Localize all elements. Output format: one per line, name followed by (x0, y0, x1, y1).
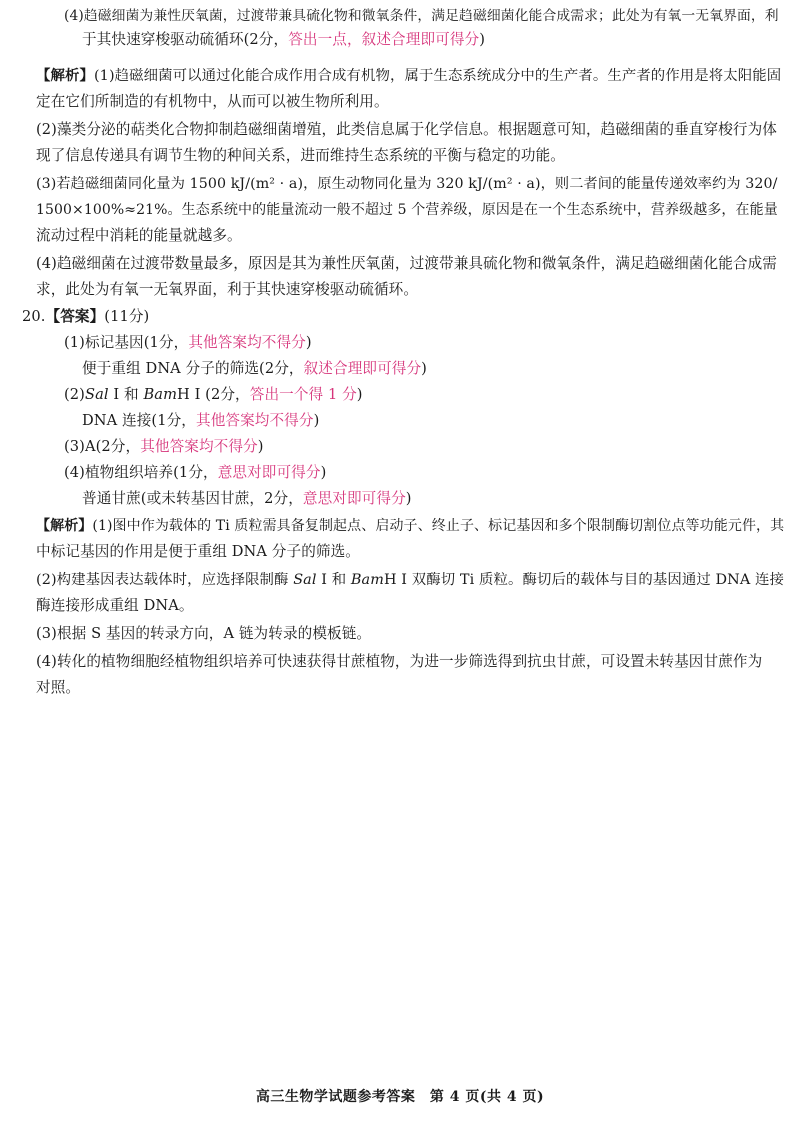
text: (4)植物组织培养(1分， (64, 464, 218, 481)
answer-tag: 【答案】 (45, 308, 105, 325)
text: ) (479, 31, 486, 48)
text: (2)构建基因表达载体时，应选择限制酶 (36, 572, 294, 588)
text: 对照。 (36, 679, 81, 696)
text: (3)若趋磁细菌同化量为 1500 kJ/(m² · a)，原生动物同化量为 320 kJ/(m² · a)，则二者间的能量传递效率约为 320/ (36, 176, 778, 192)
text: 中标记基因的作用是便于重组 DNA 分子的筛选。 (36, 543, 360, 560)
enzyme-name: Bam (350, 572, 384, 588)
scoring-note: 答出一点，叙述合理即可得分 (288, 31, 480, 48)
enzyme-name: Bam (143, 386, 178, 403)
text: 便于重组 DNA 分子的筛选(2分， (82, 360, 304, 377)
text: 1500×100%≈21%。生态系统中的能量流动一般不超过 5 个营养级，原因是在一个生态系统中，营养级越多，在能量 (36, 202, 778, 218)
page-footer: 高三生物学试题参考答案 第 4 页(共 4 页) (255, 1089, 545, 1105)
text: (4)趋磁细菌在过渡带数量最多，原因是其为兼性厌氧菌，过渡带兼具硫化物和微氧条件，满足趋磁细菌化能合成需 (36, 255, 777, 272)
q20-analysis-2b (36, 596, 194, 616)
enzyme-name: Sal (84, 386, 109, 403)
scoring-note: 意思对即可得分 (302, 490, 406, 507)
q19-analysis-3b (36, 200, 778, 220)
text: ) (421, 360, 427, 377)
text: 于其快速穿梭驱动硫循环(2分， (82, 31, 289, 48)
q20-a4-line1 (64, 463, 326, 483)
q20-a1-line2 (82, 359, 427, 379)
question-score: (11分) (104, 308, 150, 325)
q19-analysis-2b (36, 146, 565, 166)
text: (1)趋磁细菌可以通过化能合成作用合成有机物，属于生态系统成分中的生产者。生产者的作用是将太阳能固 (93, 68, 782, 84)
text: 普通甘蔗(或未转基因甘蔗，2分， (82, 490, 303, 507)
text: (2) (64, 386, 85, 403)
q19-analysis-3c (36, 226, 242, 246)
q20-analysis-4b (36, 678, 80, 698)
scoring-note: 叙述合理即可得分 (303, 360, 422, 377)
analysis-tag: 【解析】 (36, 67, 94, 84)
text: 求，此处为有氧一无氧界面，利于其快速穿梭驱动硫循环。 (36, 281, 419, 298)
text: H Ⅰ 双酶切 Ti 质粒。酶切后的载体与目的基因通过 DNA 连接 (383, 572, 784, 588)
question-number: 20. (22, 308, 46, 325)
text: (4)转化的植物细胞经植物组织培养可快速获得甘蔗植物，为进一步筛选得到抗虫甘蔗，可设置未转基因甘蔗作为 (36, 653, 763, 670)
q20-analysis-4a (36, 652, 762, 672)
text: Ⅰ 和 (316, 572, 351, 588)
q19-analysis-3a (36, 174, 778, 194)
text: DNA 连接(1分， (82, 412, 197, 429)
scoring-note: 其他答案均不得分 (196, 412, 314, 429)
text: (4)趋磁细菌为兼性厌氧菌，过渡带兼具硫化物和微氧条件，满足趋磁细菌化能合成需求；此处为有氧一无氧界面，利 (64, 8, 779, 24)
q19-analysis-2a (36, 120, 777, 140)
q19-item4-line1 (64, 6, 779, 26)
q20-analysis-2a (36, 570, 784, 590)
text: 酶连接形成重组 DNA。 (36, 597, 194, 614)
q20-a1-line1 (64, 333, 312, 353)
text: (1)标记基因(1分， (64, 334, 189, 351)
q19-analysis-1a (36, 66, 781, 86)
text: (3)A(2分， (64, 438, 141, 455)
text: ) (305, 334, 312, 351)
q19-item4-line2 (82, 30, 485, 50)
q20-analysis-1a (36, 516, 784, 536)
text: 现了信息传递具有调节生物的种间关系，进而维持生态系统的平衡与稳定的功能。 (36, 147, 565, 164)
scoring-note: 意思对即可得分 (217, 464, 321, 481)
scoring-note: 其他答案均不得分 (140, 438, 258, 455)
q20-a2-line1 (64, 385, 363, 405)
scoring-note: 答出一个得 1 分 (249, 386, 357, 403)
text: 流动过程中消耗的能量就越多。 (36, 227, 242, 244)
enzyme-name: Sal (293, 572, 317, 588)
q20-a4-line2 (82, 489, 412, 509)
q20-a3 (64, 437, 264, 457)
q20-analysis-1b (36, 542, 360, 562)
q20-a2-line2 (82, 411, 319, 431)
text: 定在它们所制造的有机物中，从而可以被生物所利用。 (36, 93, 389, 110)
text: ) (257, 438, 264, 455)
analysis-tag: 【解析】 (36, 518, 93, 534)
text: (2)藻类分泌的萜类化合物抑制趋磁细菌增殖，此类信息属于化学信息。根据题意可知，趋磁细菌的垂直穿梭行为体 (36, 121, 777, 138)
text: Ⅰ 和 (108, 386, 144, 403)
text: ) (405, 490, 412, 507)
text: H Ⅰ (2分， (177, 386, 250, 403)
q20-header (22, 307, 149, 327)
scoring-note: 其他答案均不得分 (188, 334, 306, 351)
text: ) (320, 464, 327, 481)
q20-analysis-3 (36, 624, 371, 644)
text: ) (356, 386, 363, 403)
q19-analysis-1b (36, 92, 389, 112)
text: (3)根据 S 基因的转录方向，A 链为转录的模板链。 (36, 625, 372, 642)
text: ) (313, 412, 320, 429)
text: (1)图中作为载体的 Ti 质粒需具备复制起点、启动子、终止子、标记基因和多个限制酶切割位点等功能元件，其 (92, 518, 785, 534)
q19-analysis-4a (36, 254, 777, 274)
q19-analysis-4b (36, 280, 418, 300)
